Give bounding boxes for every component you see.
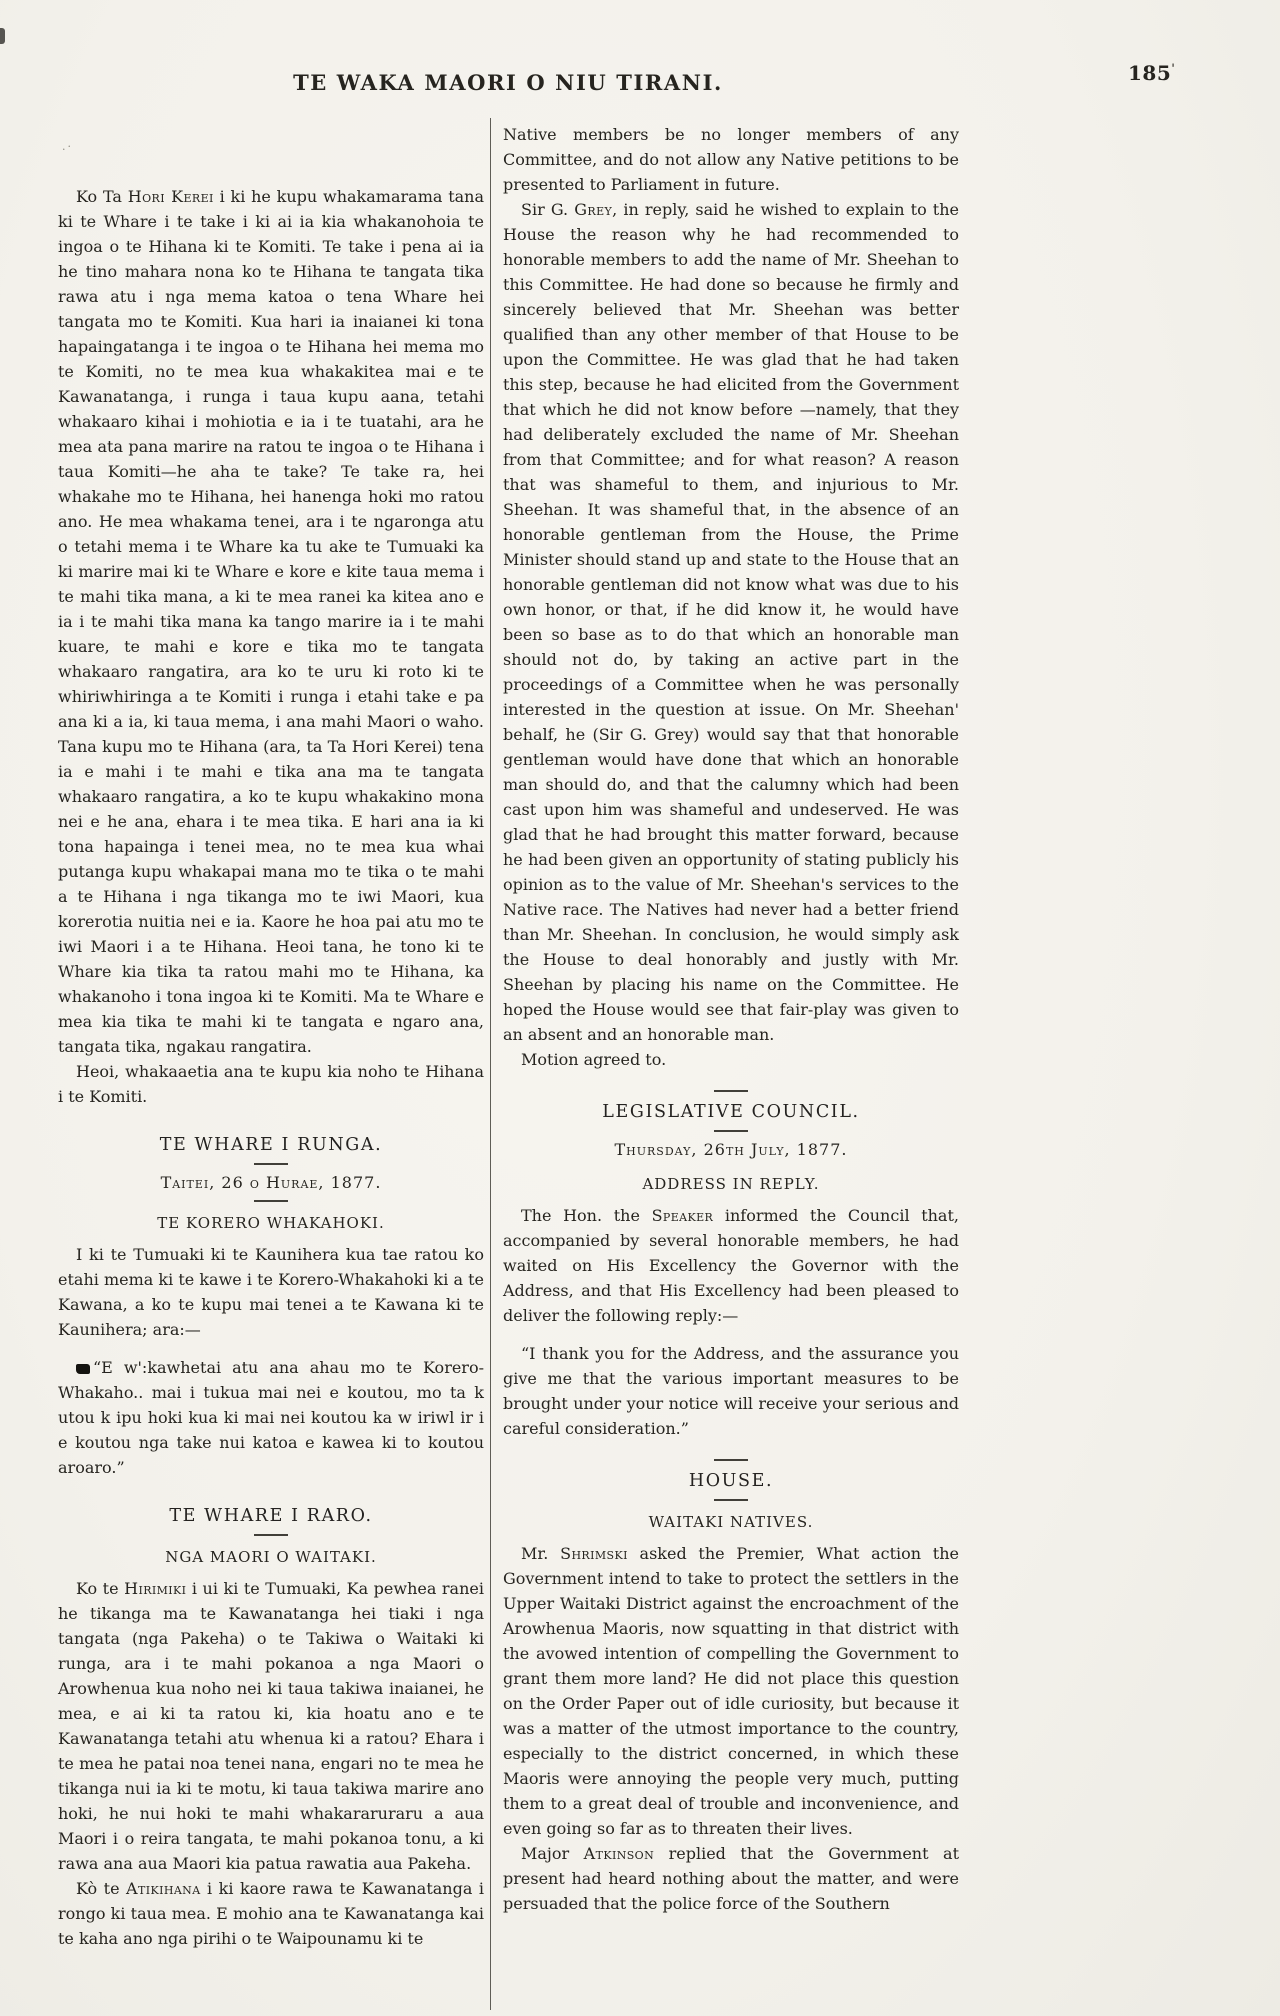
para-body: i ki he kupu whakamarama tana ki te Whare i te take i ki ai ia kia whakanohoia te ingoa o te Hihana ki te Komiti. Te take i pena ai ia he tino mahara nona ko te Hihana te tangata tika rawa atu i nga mema katoa o tena Whare hei tangata mo te Komiti. Kua hari ia inaianei ki tona hapaingatanga i te ingoa o te Hihana hei mema mo te Komiti, no te mea kua whakakitea mai e te Kawanatanga, i runga i taua kupu aana, tetahi whakaaro kihai i mohiotia e ia i te tuatahi, ara he mea ata pana marire na ratou te ingoa o te Hihana i taua Komiti—he aha te take? Te take ra, hei whakahe mo te Hihana, hei hanenga hoki mo ratou ano. He mea whakama tenei, ara i te ngaronga atu o tetahi mema i te Whare ka tu ake te Tumuaki ka ki marire mai ki te Whare e kore e kite taua mema i te mahi tika mana, a ki te mea ranei ka kitea ano e ia i te mahi tika mana ka tango marire ia i te mahi kuare, te mahi e kore e tika mo te tangata whakaaro rangatira, ara ko te uru ki roto ki te whiriwhiringa a te Komiti i runga i etahi take e pa ana ki a ia, ki taua mema, i ana mahi Maori o waho. Tana kupu mo te Hihana (ara, ta Ta Hori Kerei) tena ia e mahi i te mahi e tika ana ma te tangata whakaaro rangatira, a ko te kupu whakakino mona nei e he ana, ehara i te mea tika. E hari ana ia ki tona hapainga i tenei mea, no te mea kua whai putanga kupu whakapai mana mo te tika o te mahi a te Hihana i nga tikanga mo te iwi Maori, kua korerotia nuitia nei e ia. Kaore he hoa pai atu mo te iwi Maori i a te Hihana. Heoi tana, he tono ki te Whare kia tika ta ratou mahi mo te Hihana, ka whakanoho i tona ingoa ki te Komiti. Ma te Whare e mea kia tika te mahi ki te tangata e ngaro ana, tangata tika, ngakau rangatira. [58,187,485,1056]
page-number [1128,61,1175,85]
para-lead: Major [521,1844,584,1863]
date-line-upper-house: Taitei, 26 o Hurae, 1877. [160,1173,382,1192]
name-grey: Grey [574,200,613,219]
para-lead: Ko te [76,1579,125,1598]
ink-blot-artifact [76,1364,90,1374]
para-lead: Ko Ta [76,187,128,206]
para-atkinson-reply [503,1841,959,1916]
left-column [58,122,484,1951]
heading-legislative-council: LEGISLATIVE COUNCIL. [602,1102,860,1122]
heading-house: HOUSE. [688,1471,774,1491]
para-lead: Sir G. [521,200,575,219]
para-grey-speech-maori [58,184,484,1059]
section-rule [254,1200,288,1202]
para-lead: Mr. [521,1544,561,1563]
name-atkinson: Atkinson [583,1844,655,1863]
para-atikihana-reply-maori [58,1876,484,1951]
para-body: asked the Premier, What action the Government intend to take to protect the settlers in the Upper Waitaki District against the encroachment of the Arowhenua Maoris, now squatting in that district with the avowed intention of compelling the Government to grant them more land? He did not place this question on the Order Paper out of idle curiosity, but because it was a matter of the utmost importance to the country, especially to the district concerned, in which these Maoris were annoying the people very much, putting them to a great deal of trouble and inconvenience, and even going so far as to threaten their lives. [503,1544,959,1838]
heading-waitaki-natives: WAITAKI NATIVES. [648,1513,814,1531]
section-rule [714,1499,748,1501]
heading-te-whare-i-raro: TE WHARE I RARO. [169,1506,373,1526]
para-governor-reply-quote: “I thank you for the Address, and the assurance you give me that the various important measures to be brought under your notice will receive your serious and careful consideration.” [503,1344,959,1438]
heading-address-in-reply: ADDRESS IN REPLY. [642,1175,820,1193]
para-lead: The Hon. the [521,1206,652,1225]
para-body: replied that the Government at present had heard nothing about the matter, and were persuaded that the police force of the Southern [503,1844,960,1913]
para-resolution-maori: Heoi, whakaaetia ana te kupu kia noho te Hihana i te Komiti. [58,1062,484,1106]
page-title: TE WAKA MAORI O NIU TIRANI. [293,70,723,95]
name-speaker: Speaker [651,1206,714,1225]
name-atikihana: Atikihana [126,1879,201,1898]
para-committee-continuation: Native members be no longer members of any Committee, and do not allow any Native petitions to be presented to Parliament in future. [503,125,959,194]
scan-edge-speck [0,28,5,44]
heading-te-whare-i-runga: TE WHARE I RUNGA. [159,1135,383,1155]
date-line-council: Thursday, 26th July, 1877. [614,1140,848,1159]
para-body: , in reply, said he wished to explain to the House the reason why he had recommended to honorable members to add the name of Mr. Sheehan to this Committee. He had done so because he firmly and sincerely believed that Mr. Sheehan was better qualified than any other member of that House to be upon the Committee. He was glad that he had taken this step, because he had elicited from the Government that which he did not know before —namely, that they had deliberately excluded the name of Mr. Sheehan from that Committee; and for what reason? A reason that was shameful to them, and injurious to Mr. Sheehan. It was shameful that, in the absence of an honorable gentleman from the House, the Prime Minister should stand up and state to the House that an honorable gentleman did not know what was due to his own honor, or that, if he did know it, he would have been so base as to do that which an honorable man should not do, by taking an active part in the proceedings of a Committee when he was personally interested in the question at issue. On Mr. Sheehan' behalf, he (Sir G. Grey) would say that that honorable gentleman would have done that which an honorable man should do, and that the calumny which had been cast upon him was shameful and undeserved. He was glad that he had brought this matter forward, because he had been given an opportunity of stating publicly his opinion as to the value of Mr. Sheehan's services to the Native race. The Natives had never had a better friend than Mr. Sheehan. In conclusion, he would simply ask the House to deal honorably and justly with Mr. Sheehan by placing his name on the Committee. He hoped the House would see that fair-play was given to an absent and an honorable man. [503,200,959,1044]
heading-te-korero-whakahoki: TE KORERO WHAKAHOKI. [157,1214,385,1232]
page-number-value: 185 [1128,61,1172,85]
section-rule [254,1163,288,1165]
para-motion-agreed: Motion agreed to. [521,1050,667,1069]
scan-artifact-mark: ' [1171,61,1176,76]
section-separator-rule [714,1459,748,1461]
section-rule [254,1534,288,1536]
para-grey-reply-english [503,197,959,1047]
para-speaker-address [503,1203,959,1328]
name-shrimski: Shrimski [560,1544,628,1563]
section-rule [714,1130,748,1132]
para-lead: Kò te [76,1879,127,1898]
right-column [503,122,959,1916]
column-divider [490,118,491,2010]
quote-text: “E w':kawhetai atu ana ahau mo te Korero-Whakaho.. mai i tukua mai nei e koutou, mo ta k utou k ipu hoki kua ki mai nei koutou ka w iriwl ir i e koutou nga take nui katoa e kawea ki to koutou aroaro.” [58,1358,484,1477]
para-address-presented-maori: I ki te Tumuaki ki te Kaunihera kua tae ratou ko etahi mema ki te kawe i te Korero-Whakahoki ki a te Kawana, a ko te kupu mai tenei a te Kawana ki te Kaunihera; ara:— [58,1245,484,1339]
para-hirimiki-question-maori [58,1576,484,1876]
para-body: i ui ki te Tumuaki, Ka pewhea ranei he tikanga ma te Kawanatanga hei tiaki i nga tangata (nga Pakeha) o te Takiwa o Waitaki ki runga, ara i te mahi pokanoa a nga Maori o Arowhenua kua noho nei ki taua takiwa inaianei, he mea, e ai ki ta ratou ki, kia hoatu ano e te Kawanatanga tetahi atu whenua ki a ratou? Ehara i te mea he patai noa tenei nana, engari no te mea he tikanga nui ia ki te motu, ki taua takiwa marire ano hoki, he nui hoki te mahi whakararuraru a aua Maori i o reira tangata, te mahi pokanoa tonu, a ki rawa ana aua Maori kia patua rawatia aua Pakeha. [58,1579,484,1873]
heading-nga-maori-o-waitaki: NGA MAORI O WAITAKI. [165,1548,377,1566]
name-hori-kerei: Hori Kerei [127,187,214,206]
para-shrimski-question [503,1541,959,1841]
name-hirimiki: Hirimiki [124,1579,187,1598]
scan-dirt-mark: .· [62,140,73,153]
section-separator-rule [714,1090,748,1092]
para-body: i ki kaore rawa te Kawanatanga i rongo ki taua mea. E mohio ana te Kawanatanga kai te kaha ano nga pirihi o te Waipounamu ki te [58,1879,484,1948]
para-body: informed the Council that, accompanied by several honorable members, he had waited on His Excellency the Governor with the Address, and that His Excellency had been pleased to deliver the following reply:— [503,1206,959,1325]
para-governor-reply-maori [58,1355,484,1480]
